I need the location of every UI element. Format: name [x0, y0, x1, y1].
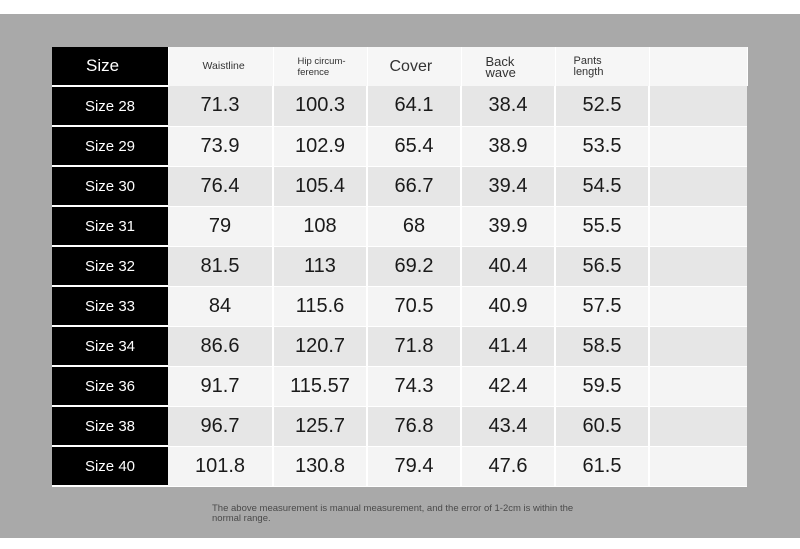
size-label: Size 40	[52, 446, 168, 486]
size-table	[52, 47, 748, 487]
waistline-value: 96.7	[168, 406, 273, 446]
size-chart	[52, 47, 747, 485]
size-label: Size 30	[52, 166, 168, 206]
empty-cell	[649, 406, 747, 446]
header-hip-line2: ference	[297, 66, 330, 78]
header-waistline: Waistline	[168, 47, 273, 86]
waistline-value: 84	[168, 286, 273, 326]
waistline-value: 73.9	[168, 126, 273, 166]
header-pants-line2: length	[573, 65, 604, 78]
table-row	[52, 326, 747, 366]
cover-value: 64.1	[367, 86, 461, 126]
pants-value: 59.5	[555, 366, 649, 406]
size-label: Size 38	[52, 406, 168, 446]
note-line2: normal range.	[212, 513, 271, 524]
header-row	[52, 47, 747, 86]
waistline-value: 91.7	[168, 366, 273, 406]
waistline-value: 81.5	[168, 246, 273, 286]
table-row	[52, 206, 747, 246]
header-hip-line1: Hip circum-	[297, 55, 346, 67]
pants-value: 58.5	[555, 326, 649, 366]
size-label: Size 29	[52, 126, 168, 166]
empty-cell	[649, 206, 747, 246]
cover-value: 79.4	[367, 446, 461, 486]
back-value: 42.4	[461, 366, 555, 406]
empty-cell	[649, 446, 747, 486]
size-label: Size 34	[52, 326, 168, 366]
table-row	[52, 126, 747, 166]
empty-cell	[649, 166, 747, 206]
back-value: 40.4	[461, 246, 555, 286]
back-value: 40.9	[461, 286, 555, 326]
measurement-note	[212, 504, 632, 524]
hip-value: 125.7	[273, 406, 367, 446]
back-value: 39.4	[461, 166, 555, 206]
pants-value: 54.5	[555, 166, 649, 206]
cover-value: 71.8	[367, 326, 461, 366]
empty-cell	[649, 326, 747, 366]
size-label: Size 31	[52, 206, 168, 246]
header-back-line1: Back	[485, 53, 515, 69]
cover-value: 65.4	[367, 126, 461, 166]
table-row	[52, 246, 747, 286]
empty-cell	[649, 86, 747, 126]
size-label: Size 36	[52, 366, 168, 406]
hip-value: 120.7	[273, 326, 367, 366]
header-size: Size	[52, 47, 168, 86]
waistline-value: 79	[168, 206, 273, 246]
hip-value: 113	[273, 246, 367, 286]
waistline-value: 71.3	[168, 86, 273, 126]
empty-cell	[649, 246, 747, 286]
pants-value: 52.5	[555, 86, 649, 126]
pants-value: 60.5	[555, 406, 649, 446]
pants-value: 55.5	[555, 206, 649, 246]
note-line1: The above measurement is manual measurement, and the error of 1-2cm is within the	[212, 503, 574, 514]
cover-value: 74.3	[367, 366, 461, 406]
back-value: 38.4	[461, 86, 555, 126]
table-row	[52, 286, 747, 326]
table-row	[52, 446, 747, 486]
cover-value: 76.8	[367, 406, 461, 446]
pants-value: 57.5	[555, 286, 649, 326]
table-row	[52, 166, 747, 206]
table-row	[52, 406, 747, 446]
header-pants-length	[555, 47, 649, 86]
pants-value: 53.5	[555, 126, 649, 166]
back-value: 47.6	[461, 446, 555, 486]
header-back-wave	[461, 47, 555, 86]
table-row	[52, 366, 747, 406]
back-value: 39.9	[461, 206, 555, 246]
size-label: Size 32	[52, 246, 168, 286]
cover-value: 69.2	[367, 246, 461, 286]
hip-value: 130.8	[273, 446, 367, 486]
empty-cell	[649, 366, 747, 406]
back-value: 41.4	[461, 326, 555, 366]
hip-value: 115.57	[273, 366, 367, 406]
header-hip-circumference	[273, 47, 367, 86]
hip-value: 108	[273, 206, 367, 246]
waistline-value: 76.4	[168, 166, 273, 206]
header-pants-line1: Pants	[573, 54, 602, 67]
table-row	[52, 86, 747, 126]
back-value: 43.4	[461, 406, 555, 446]
waistline-value: 86.6	[168, 326, 273, 366]
pants-value: 56.5	[555, 246, 649, 286]
hip-value: 115.6	[273, 286, 367, 326]
cover-value: 68	[367, 206, 461, 246]
size-label: Size 28	[52, 86, 168, 126]
hip-value: 105.4	[273, 166, 367, 206]
empty-cell	[649, 126, 747, 166]
cover-value: 70.5	[367, 286, 461, 326]
waistline-value: 101.8	[168, 446, 273, 486]
pants-value: 61.5	[555, 446, 649, 486]
back-value: 38.9	[461, 126, 555, 166]
header-empty	[649, 47, 747, 86]
size-label: Size 33	[52, 286, 168, 326]
hip-value: 100.3	[273, 86, 367, 126]
header-cover: Cover	[367, 47, 461, 86]
hip-value: 102.9	[273, 126, 367, 166]
header-back-line2: wave	[485, 64, 516, 80]
cover-value: 66.7	[367, 166, 461, 206]
empty-cell	[649, 286, 747, 326]
